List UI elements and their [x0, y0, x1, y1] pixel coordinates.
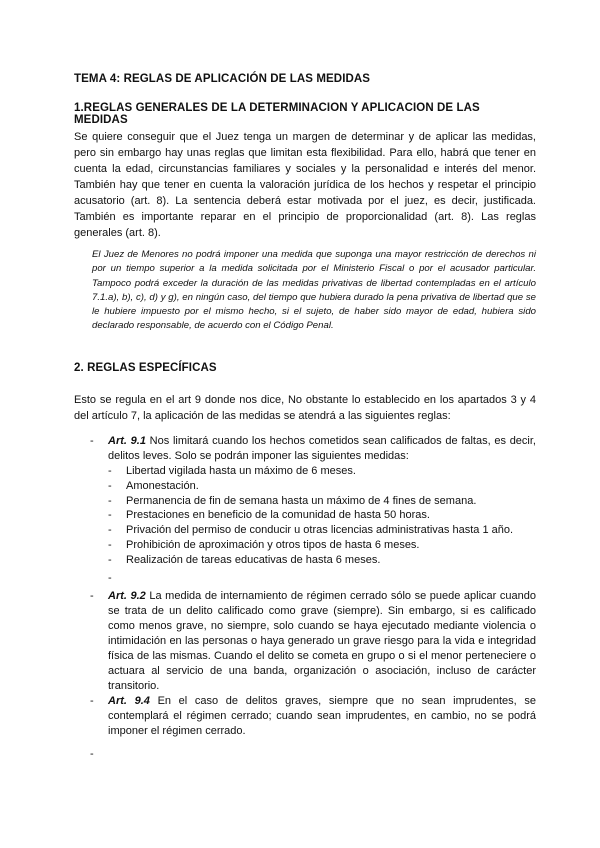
sub-item	[74, 464, 536, 479]
section2-heading: 2. REGLAS ESPECÍFICAS	[74, 362, 217, 374]
item-text: La medida de internamiento de régimen cerrado sólo se puede aplicar cuando se trata de un delito calificado como grave (siempre). Sin embargo, si es calificado como menos grave, no siempre, solo cuando se haya ejecutado mediante violencia o intimidación en las personas o haya generado un grave riesgo para la vida e integridad física de las mismas. Cuando el delito se cometa en grupo o si el menor perteneciere o actuara al servicio de una banda, organización o asociación, incluso de carácter transitorio.	[108, 589, 536, 692]
sub-item-text: Realización de tareas educativas de hasta 6 meses.	[126, 553, 381, 566]
sub-item	[74, 479, 536, 494]
rules-list	[74, 434, 536, 762]
bullet-dash: -	[90, 747, 94, 760]
bullet-dash: -	[108, 524, 112, 537]
bullet-dash: -	[108, 553, 112, 566]
sub-item-empty	[74, 571, 536, 589]
sublist	[74, 464, 536, 589]
section1-quote: El Juez de Menores no podrá imponer una medida que suponga una mayor restricción de derechos ni por un tiempo superior a la medida solicitada por el Ministerio Fiscal o por el acusador particular. Tampoco podrá exceder la duración de las medidas privativas de libertad contempladas en el artículo 7.1.a), b), c), d) y g), en ningún caso, del tiempo que hubiera durado la pena privativa de libertad que se le hubiere impuesto por el mismo hecho, si el sujeto, de haber sido mayor de edad, hubiera sido declarado responsable, de acuerdo con el Código Penal.	[92, 249, 536, 332]
sub-item-text: Amonestación.	[126, 479, 199, 492]
sub-item-text: Privación del permiso de conducir u otras licencias administrativas hasta 1 año.	[126, 524, 514, 537]
sub-item	[74, 538, 536, 553]
bullet-dash: -	[108, 494, 112, 507]
section1-heading: 1.REGLAS GENERALES DE LA DETERMINACION Y APLICACION DE LAS MEDIDAS	[74, 102, 480, 126]
bullet-dash: -	[90, 694, 94, 707]
sub-item	[74, 523, 536, 538]
list-item-art-9-1	[74, 434, 536, 589]
section2-paragraph: Esto se regula en el art 9 donde nos dice, No obstante lo establecido en los apartados 3 y 4 del artículo 7, la aplicación de las medidas se atendrá a las siguientes reglas:	[74, 394, 536, 422]
article-ref: Art. 9.4	[108, 694, 150, 707]
sub-item-text: Libertad vigilada hasta un máximo de 6 meses.	[126, 465, 356, 477]
list-item-art-9-4	[74, 694, 536, 739]
bullet-dash: -	[90, 435, 94, 447]
item-text: En el caso de delitos graves, siempre que no sean imprudentes, se contemplará el régimen cerrado; cuando sean imprudentes, en cambio, no se podrá imponer el régimen cerrado.	[108, 694, 536, 737]
article-ref: Art. 9.1	[108, 435, 146, 447]
bullet-dash: -	[108, 571, 112, 584]
bullet-dash: -	[108, 479, 112, 492]
list-item-art-9-2	[74, 589, 536, 694]
bullet-dash: -	[108, 509, 112, 522]
bullet-dash: -	[108, 465, 112, 477]
sub-item	[74, 494, 536, 509]
item-text: Nos limitará cuando los hechos cometidos sean calificados de faltas, es decir, delitos leves. Solo se podrán imponer las siguientes medidas:	[108, 435, 536, 462]
sub-item-text: Prohibición de aproximación y otros tipos de hasta 6 meses.	[126, 538, 420, 551]
list-item-empty	[74, 747, 536, 762]
sub-item-text: Permanencia de fin de semana hasta un máximo de 4 fines de semana.	[126, 494, 477, 507]
sub-item-text: Prestaciones en beneficio de la comunidad de hasta 50 horas.	[126, 509, 430, 522]
sub-item	[74, 553, 536, 568]
section1-paragraph: Se quiere conseguir que el Juez tenga un margen de determinar y de aplicar las medidas, pero sin embargo hay unas reglas que limitan esta flexibilidad. Para ello, habrá que tener en cuenta la edad, circunstancias familiares y sociales y la personalidad e interés del menor. También hay que tener en cuenta la valoración jurídica de los hechos y respetar el principio acusatorio (art. 8). La sentencia deberá estar motivada por el juez, es decir, justificada. También es importante reparar en el principio de proporcionalidad (art. 8). Las reglas generales (art. 8).	[74, 131, 536, 239]
document-title: TEMA 4: REGLAS DE APLICACIÓN DE LAS MEDIDAS	[74, 73, 371, 85]
sub-item	[74, 508, 536, 523]
bullet-dash: -	[108, 538, 112, 551]
article-ref: Art. 9.2	[108, 589, 146, 602]
bullet-dash: -	[90, 589, 94, 602]
